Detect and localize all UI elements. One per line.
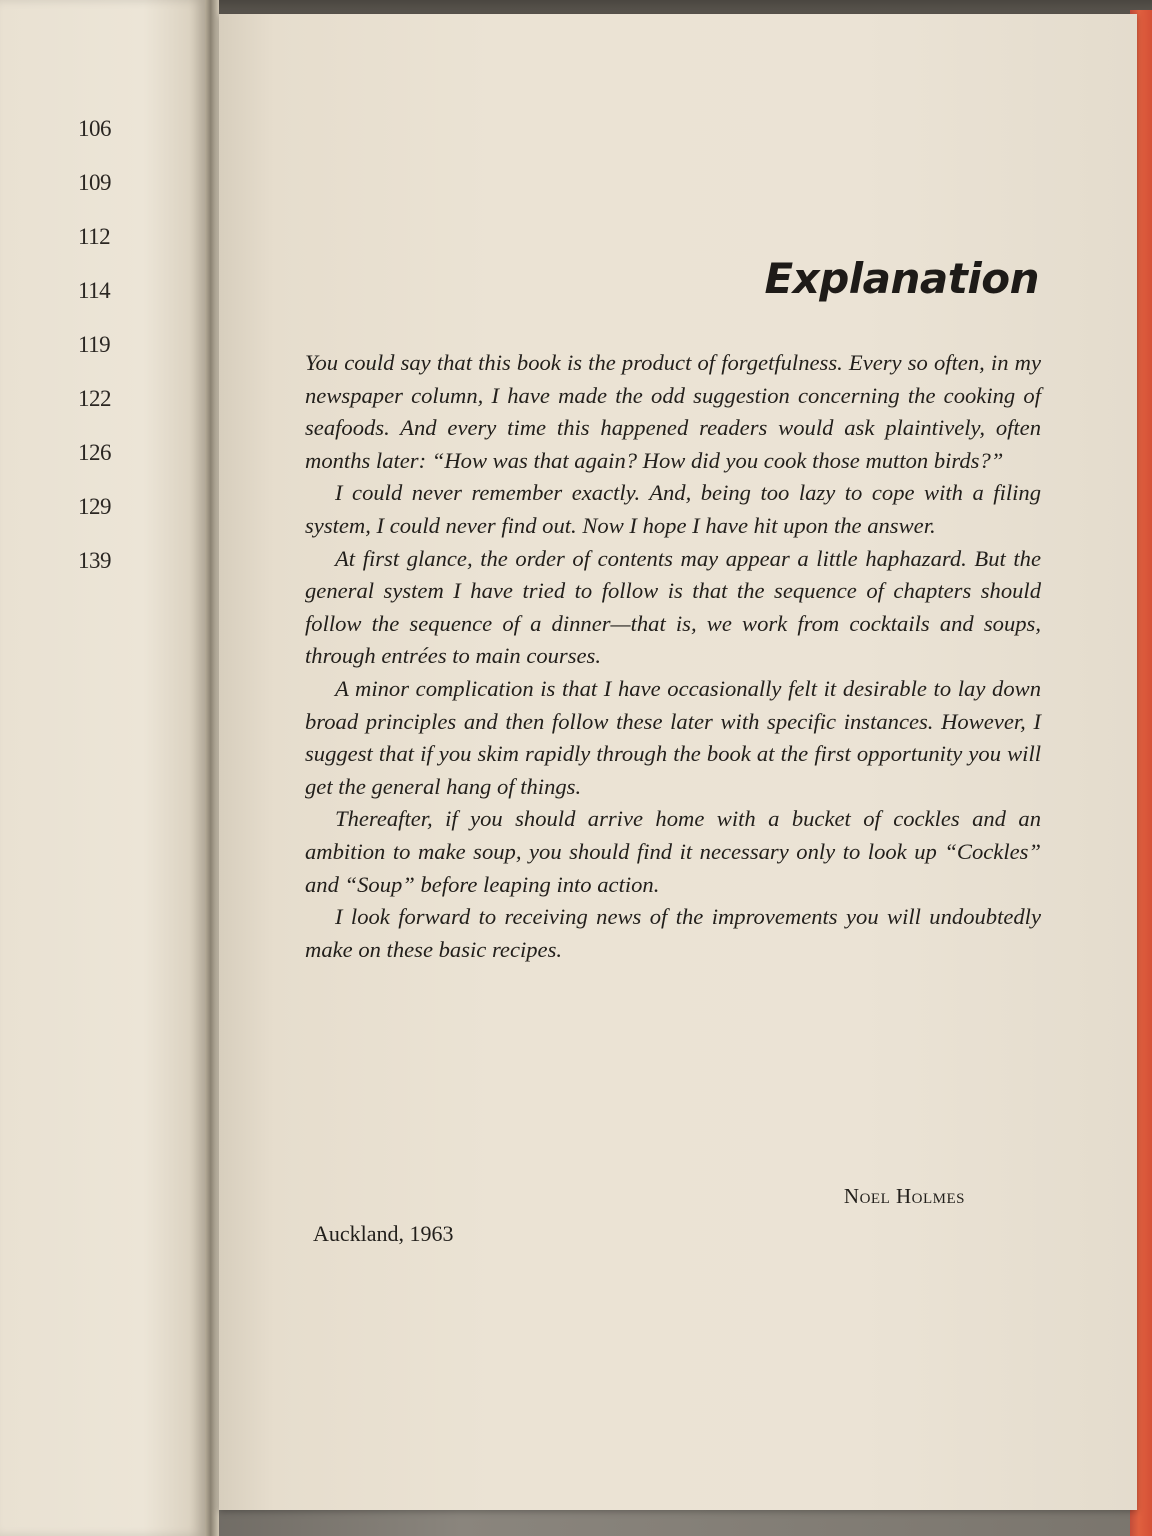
page-number: 129 bbox=[78, 494, 111, 519]
book-gutter bbox=[205, 0, 219, 1536]
page-number: 109 bbox=[78, 170, 111, 195]
page-number: 112 bbox=[78, 224, 111, 249]
left-page bbox=[0, 0, 205, 1536]
page-number: 126 bbox=[78, 440, 111, 465]
paragraph: Thereafter, if you should arrive home with a bucket of cockles and an ambition to make soup, you should find it necessary only to look up “Cockles” and “Soup” before leaping into action. bbox=[305, 806, 1041, 897]
page-number: 139 bbox=[78, 548, 111, 573]
page-number: 106 bbox=[78, 116, 111, 141]
paragraph: A minor complication is that I have occasionally felt it desirable to lay down broad principles and then follow these later with specific instances. However, I suggest that if you skim rapidly through the book at the first opportunity you will get the general hang of things. bbox=[305, 675, 1041, 799]
author-signature: Noel Holmes bbox=[843, 1184, 965, 1208]
page-number: 122 bbox=[78, 386, 111, 411]
paragraph: At first glance, the order of contents may appear a little haphazard. But the general system I have tried to follow is that the sequence of chapters should follow the sequence of a dinner—that is, we work from cocktails and soups, through entrées to main courses. bbox=[305, 545, 1041, 669]
paragraph: I could never remember exactly. And, being too lazy to cope with a filing system, I could never find out. Now I hope I have hit upon the answer. bbox=[305, 480, 1041, 538]
page-number: 114 bbox=[78, 278, 111, 303]
explanation-body bbox=[305, 347, 1041, 966]
paragraph: You could say that this book is the product of forgetfulness. Every so often, in my newspaper column, I have made the odd suggestion concerning the cooking of seafoods. And every time this happened readers would ask plaintively, often months later: “How was that again? How did you cook those mutton birds?” bbox=[305, 350, 1041, 473]
page-title: Explanation bbox=[764, 254, 1039, 303]
contents-page-numbers bbox=[78, 112, 138, 598]
page-number: 119 bbox=[78, 332, 111, 357]
place-and-date: Auckland, 1963 bbox=[313, 1221, 454, 1246]
paragraph: I look forward to receiving news of the improvements you will undoubtedly make on these basic recipes. bbox=[305, 904, 1041, 962]
right-page bbox=[219, 14, 1137, 1510]
